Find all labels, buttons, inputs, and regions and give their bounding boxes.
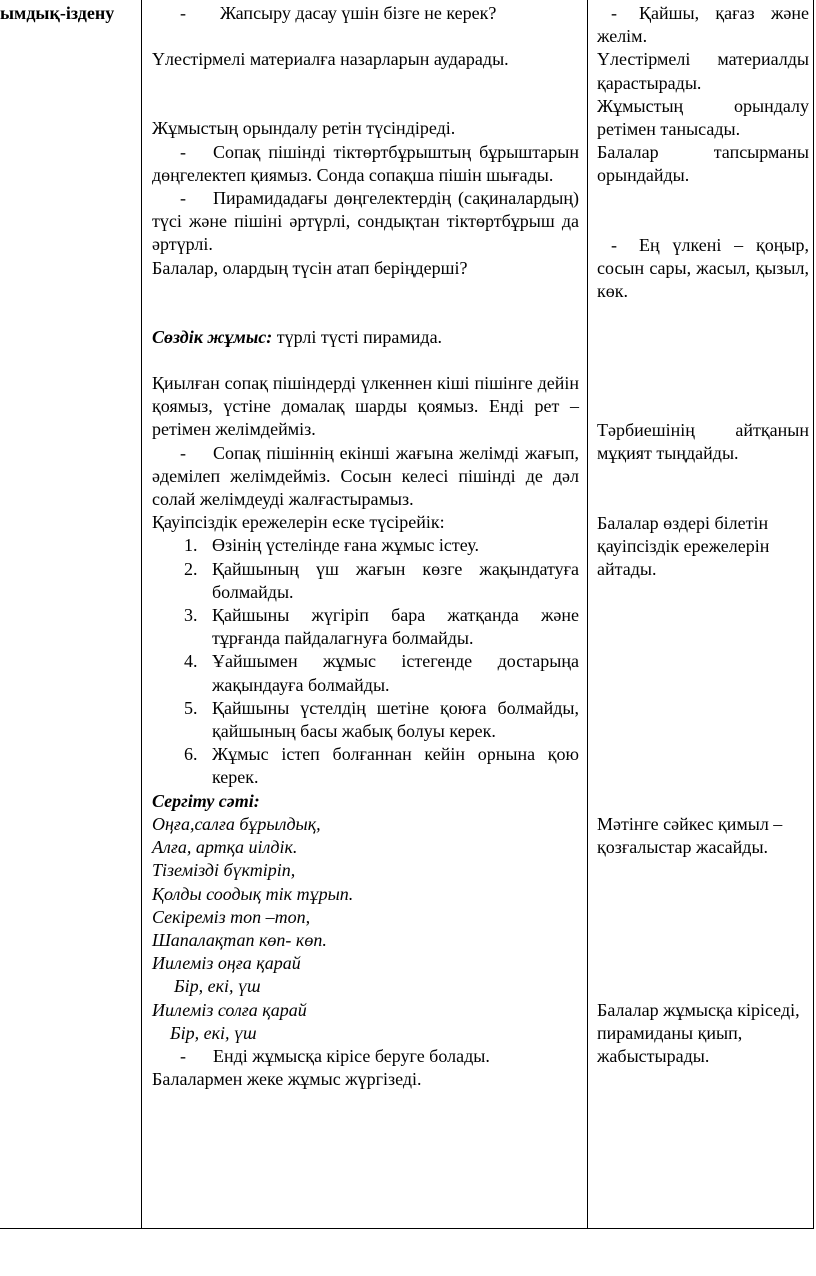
individual-work-line: Балалармен жеке жұмыс жүргізеді.	[152, 1069, 422, 1090]
poem-line: Бір, екі, үш	[174, 976, 261, 997]
start-work-line: - Енді жұмысқа кірісе беруге болады.	[180, 1045, 490, 1066]
poem-line: Иилеміз оңға қарай	[152, 953, 301, 974]
poem-line: Шапалақтап көп- көп.	[152, 929, 327, 950]
cut-oval-paragraph: - Сопақ пішінді тіктөртбұрыштың бұрыштарын дөңгелектеп қиямыз. Сонда сопақша пішін шығады.	[152, 141, 579, 185]
glue-paragraph: - Сопақ пішіннің екінші жағына желімді жағып, әдемілеп желімдейміз. Сосын келесі пішінді де дәл солай желімдеуді жалғастырамыз.	[152, 442, 579, 510]
order-explain-line: Жұмыстың орындалу ретін түсіндіреді.	[152, 118, 456, 139]
movement-response: Мәтінге сәйкес қимыл –қозғалыстар жасайды.	[597, 814, 783, 858]
safety-response: Балалар өздері білетін қауіпсіздік ережелерін айтады.	[597, 512, 770, 580]
list-item: 1. Өзінің үстелінде ғана жұмыс істеу.	[184, 535, 479, 556]
poem-line: Алға, артқа иілдік.	[152, 837, 298, 858]
safety-rules-heading: Қауіпсіздік ережелерін еске түсірейік:	[152, 512, 445, 533]
children-activity-column	[597, 2, 809, 1068]
table-border-bottom	[0, 1228, 814, 1229]
list-item: 4. Ұайшымен жұмыс істегенде достарыңа жақындауға болмайды.	[184, 651, 579, 695]
work-response: Балалар жұмысқа кіріседі, пирамиданы қиып, жабыстырады.	[597, 999, 800, 1067]
vocabulary-work-line: Сөздік жұмыс: түрлі түсті пирамида.	[152, 326, 443, 347]
question-line: - Жапсыру дасау үшін бізге не керек?	[180, 3, 497, 23]
handout-response: Үлестірмелі материалды қарастырады.	[597, 49, 809, 93]
safety-rules-list	[152, 534, 579, 789]
task-response: Балалар тапсырманы орындайды.	[597, 142, 809, 186]
list-item: 5. Қайшыны үстелдің шетіне қоюға болмайды, қайшының басы жабық болуы керек.	[184, 697, 579, 742]
stacking-paragraph: Қиылған сопақ пішіндерді үлкеннен кіші пішінге дейін қоямыз, үстіне домалақ шарды қоямыз. Енді рет –ретімен желімдейміз.	[152, 373, 579, 440]
poem-line: Бір, екі, үш	[170, 1022, 257, 1043]
table-border-middle	[587, 0, 588, 1229]
warmup-poem	[152, 813, 579, 1045]
pyramid-colors-paragraph: - Пирамидадағы дөңгелектердің (сақиналардың) түсі және пішіні әртүрлі, сондықтан тіктөртбұрыш да әртүрлі.	[152, 188, 579, 255]
poem-line: Тіземізді бүктіріп,	[152, 860, 296, 881]
stage-title: ымдық-іздену	[0, 3, 115, 23]
poem-line: Секіреміз топ –топ,	[152, 906, 311, 927]
handout-line: Үлестірмелі материалға назарларын аударады.	[152, 49, 509, 70]
stage-column	[0, 2, 140, 25]
table-border-left-inner	[141, 0, 142, 1229]
colors-answer: - Ең үлкені – қоңыр, сосын сары, жасыл, қызыл, көк.	[597, 234, 809, 302]
teacher-activity-column	[152, 2, 579, 1091]
poem-line: Иилеміз солға қарай	[152, 999, 307, 1020]
poem-line: Оңға,салға бұрылдық,	[152, 813, 321, 834]
list-item: 3. Қайшыны жүгіріп бара жатқанда және тұрғанда пайдалагнуға болмайды.	[184, 605, 579, 649]
materials-answer: - Қайшы, қағаз және желім.	[597, 3, 809, 47]
list-item: 2. Қайшының үш жағын көзге жақындатуға болмайды.	[184, 558, 579, 602]
name-colors-question: Балалар, олардың түсін атап беріңдерші?	[152, 257, 468, 278]
table-border-right	[813, 0, 814, 1229]
list-item: 6. Жұмыс істеп болғаннан кейін орнына қою керек.	[184, 744, 579, 788]
order-response: Жұмыстың орындалу ретімен танысады.	[597, 95, 809, 140]
poem-line: Қолды соодық тік тұрып.	[152, 883, 354, 904]
warmup-heading: Сергіту сәті:	[152, 790, 260, 811]
listen-response: Тәрбиешінің айтқанын мұқият тыңдайды.	[597, 420, 809, 464]
